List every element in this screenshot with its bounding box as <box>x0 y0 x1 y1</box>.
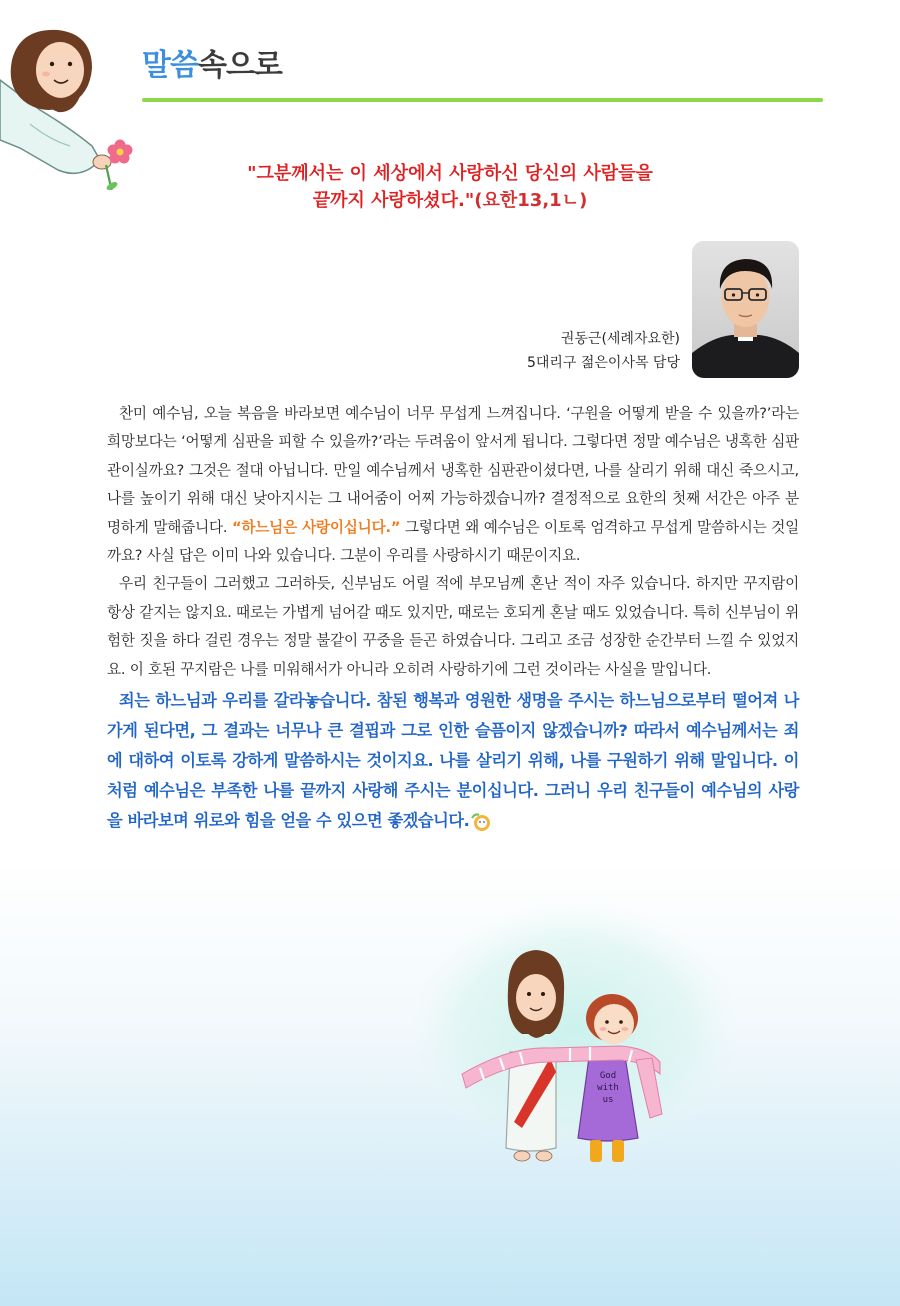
shirt-text-us: us <box>602 1095 614 1105</box>
verse-reference: (요한13,1ㄴ) <box>474 190 588 211</box>
highlighted-quote: “하느님은 사랑이십니다.” <box>231 518 401 536</box>
article-body <box>107 400 799 836</box>
article-paragraph-2: 우리 친구들이 그러했고 그러하듯, 신부님도 어릴 적에 부모님께 혼난 적이 자주 있습니다. 하지만 꾸지람이 항상 같지는 않지요. 때로는 가볍게 넘어갈 때도 있지만, 때로는 호되게 혼날 때도 있었습니다. 특히 신부님이 위험한 짓을 하다 걸린 경우는 정말 불같이 꾸중을 듣곤 하였습니다. 그리고 조금 성장한 순간부터 느낄 수 있었지요. 이 호된 꾸지람은 나를 미워해서가 아니라 오히려 사랑하기에 그런 것이라는 사실을 말입니다. <box>107 575 799 678</box>
jesus-and-child-illustration <box>410 900 740 1180</box>
article-paragraph-1 <box>107 400 799 570</box>
jesus-holding-flower-illustration <box>0 20 140 190</box>
author-photo <box>692 241 799 378</box>
section-title <box>142 40 282 84</box>
verse-line-1: "그분께서는 이 세상에서 사랑하신 당신의 사람들을 <box>247 163 653 184</box>
author-name: 권동근(세례자요한) <box>560 331 680 347</box>
shirt-text-with: with <box>597 1083 619 1093</box>
paragraph-1-text-a: 찬미 예수님, 오늘 복음을 바라보면 예수님이 너무 무섭게 느껴집니다. ‘구원을 어떻게 받을 수 있을까?’라는 희망보다는 ‘어떻게 심판을 피할 수 있을까?’라는 두려움이 앞서게 됩니다. 그렇다면 정말 예수님은 냉혹한 심판관이실까요? 그것은 절대 아닙니다. 만일 예수님께서 냉혹한 심판관이셨다면, 나를 살리기 위해 대신 죽으시고, 나를 높이기 위해 대신 낮아지시는 그 내어줌이 어찌 가능하겠습니까? 결정적으로 요한의 첫째 서간은 아주 분명하게 말해줍니다. <box>107 405 799 536</box>
bible-verse <box>150 160 750 214</box>
verse-line-2 <box>150 187 750 214</box>
shirt-text-god: God <box>599 1071 617 1081</box>
verse-line-2-text: 끝까지 사랑하셨다." <box>312 190 475 211</box>
paragraph-1-text-b: 그렇다면 왜 예수님은 이토록 엄격하고 무섭게 말씀하시는 것일까요? 사실 답은 이미 나와 있습니다. 그분이 우리를 사랑하시기 때문이지요. <box>107 518 800 565</box>
end-mark-icon <box>469 812 493 832</box>
closing-paragraph-text: 죄는 하느님과 우리를 갈라놓습니다. 참된 행복과 영원한 생명을 주시는 하느님으로부터 떨어져 나가게 된다면, 그 결과는 너무나 큰 결핍과 그로 인한 슬픔이지 않겠습니까? 따라서 예수님께서는 죄에 대하여 이토록 강하게 말씀하시는 것이지요. 나를 살리기 위해, 나를 구원하기 위해 말입니다. 이처럼 예수님은 부족한 나를 끝까지 사랑해 주시는 분이십니다. 그러니 우리 친구들이 예수님의 사랑을 바라보며 위로와 힘을 얻을 수 있으면 좋겠습니다. <box>107 691 799 831</box>
author-role: 5대리구 젊은이사목 담당 <box>526 355 680 371</box>
section-title-part2: 속으로 <box>197 48 282 83</box>
article-closing-paragraph <box>107 686 799 836</box>
title-divider <box>142 98 823 102</box>
section-title-part1: 말씀 <box>142 48 198 83</box>
